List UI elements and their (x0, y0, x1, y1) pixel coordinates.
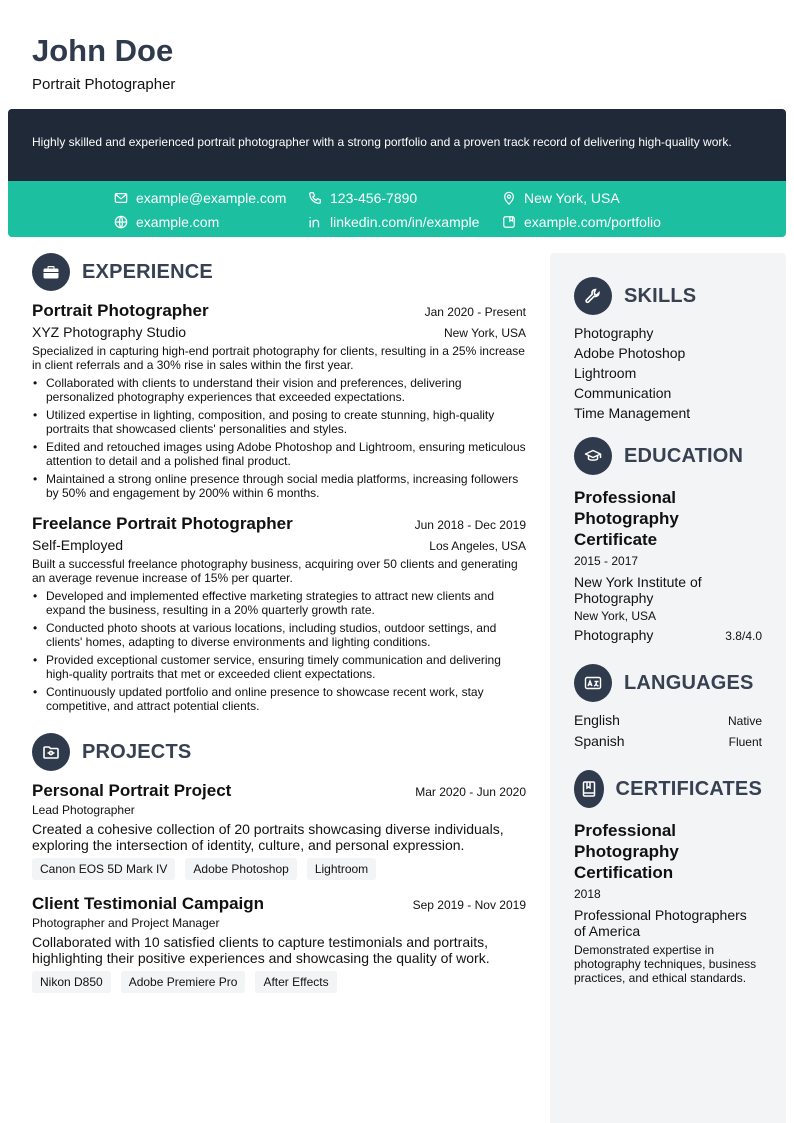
location-text: New York, USA (524, 190, 620, 206)
skill-item: Adobe Photoshop (574, 345, 686, 361)
skills-section (550, 253, 786, 423)
contact-website[interactable] (114, 214, 219, 230)
job-title: Freelance Portrait Photographer (32, 514, 293, 533)
certificate-issuer: Professional Photographers of America (574, 907, 747, 939)
languages-section-header (574, 664, 762, 702)
contact-location (502, 190, 620, 206)
skill-item: Photography (574, 325, 654, 341)
email-text: example@example.com (136, 190, 287, 206)
summary-banner (8, 109, 786, 181)
skill-item: Communication (574, 385, 672, 401)
skill-item: Time Management (574, 405, 691, 421)
skills-section-header (574, 277, 762, 315)
job-bullet: • Continuously updated portfolio and online presence to showcase recent work, stay competitive, and attract potential clients. (32, 685, 526, 713)
phone-text: 123-456-7890 (330, 190, 418, 206)
project-description: Created a cohesive collection of 20 portraits showcasing diverse individuals, exploring the intersection of identity, culture, and personal expression. (32, 821, 504, 853)
job-company: Self-Employed (32, 537, 124, 553)
project-entry (32, 781, 526, 880)
contact-email[interactable] (114, 190, 286, 206)
job-bullet: • Provided exceptional customer service, ensuring timely communication and delivering high-quality portraits that met or exceeded client expectations. (32, 653, 526, 681)
linkedin-text: linkedin.com/in/example (330, 214, 480, 230)
skill-item: Lightroom (574, 365, 637, 381)
job-bullet: • Maintained a strong online presence through social media platforms, increasing followers by 50% and engagement by 200% within 6 months. (32, 472, 526, 500)
summary-text: Highly skilled and experienced portrait photographer with a strong portfolio and a proven track record of delivering high-quality work. (32, 135, 732, 149)
certificates-section (550, 770, 786, 985)
job-entry (32, 514, 526, 713)
project-tag: Adobe Photoshop (185, 858, 296, 880)
job-company: XYZ Photography Studio (32, 324, 187, 340)
project-title: Client Testimonial Campaign (32, 894, 265, 913)
contact-phone[interactable] (308, 190, 417, 206)
project-tags (32, 971, 526, 993)
certificate-description: Demonstrated expertise in photography techniques, business practices, and ethical standards. (574, 943, 757, 985)
project-dates: Mar 2020 - Jun 2020 (415, 785, 526, 799)
job-location: New York, USA (443, 326, 526, 340)
job-bullets (32, 376, 526, 500)
project-tag: After Effects (255, 971, 336, 993)
candidate-name: John Doe (32, 33, 174, 68)
main-column (32, 253, 526, 993)
job-bullet: • Conducted photo shoots at various locations, including studios, outdoor settings, and clients' homes, adapting to diverse environments and lighting conditions. (32, 621, 526, 649)
linkedin-icon (308, 215, 322, 229)
job-dates: Jan 2020 - Present (424, 305, 526, 319)
project-dates: Sep 2019 - Nov 2019 (412, 898, 526, 912)
education-gpa: 3.8/4.0 (725, 629, 762, 643)
certificate-year: 2018 (574, 887, 601, 901)
job-dates: Jun 2018 - Dec 2019 (414, 518, 526, 532)
project-description: Collaborated with 10 satisfied clients to capture testimonials and portraits, highlighting their positive experiences and showcasing the quality of work. (32, 934, 490, 966)
briefcase-icon (32, 253, 70, 291)
language-name: Spanish (574, 733, 625, 749)
education-field: Photography (574, 627, 654, 643)
certificate-book-icon (574, 770, 604, 808)
folder-icon (32, 733, 70, 771)
globe-icon (114, 215, 128, 229)
projects-heading: PROJECTS (82, 740, 192, 763)
job-bullets (32, 589, 526, 713)
location-pin-icon (502, 191, 516, 205)
languages-list (574, 710, 762, 752)
project-entry (32, 894, 526, 993)
project-tags (32, 858, 526, 880)
language-level: Fluent (728, 735, 762, 749)
graduation-cap-icon (574, 437, 612, 475)
phone-icon (308, 191, 322, 205)
portfolio-text: example.com/portfolio (524, 214, 661, 230)
experience-heading: EXPERIENCE (82, 260, 213, 283)
portfolio-icon (502, 215, 516, 229)
project-role: Lead Photographer (32, 803, 135, 817)
languages-heading: LANGUAGES (624, 671, 754, 694)
education-section (550, 437, 786, 646)
job-bullet: • Developed and implemented effective marketing strategies to attract new clients and expand the business, resulting in a 20% quarterly growth rate. (32, 589, 526, 617)
education-heading: EDUCATION (624, 444, 744, 467)
experience-section-header (32, 253, 526, 291)
project-tag: Nikon D850 (32, 971, 111, 993)
education-degree: Professional Photography Certificate (574, 488, 679, 549)
project-title: Personal Portrait Project (32, 781, 232, 800)
contact-linkedin[interactable] (308, 214, 479, 230)
job-description: Specialized in capturing high-end portrait photography for clients, resulting in a 25% increase in client referrals and a 30% rise in sales within the first year. (32, 344, 525, 372)
education-years: 2015 - 2017 (574, 554, 639, 568)
certificates-heading: CERTIFICATES (615, 777, 762, 800)
job-bullet: • Edited and retouched images using Adobe Photoshop and Lightroom, ensuring meticulous attention to detail and a polished final product. (32, 440, 526, 468)
contact-portfolio[interactable] (502, 214, 661, 230)
project-role: Photographer and Project Manager (32, 916, 220, 930)
job-entry (32, 301, 526, 500)
mail-icon (114, 191, 128, 205)
resume-header (32, 32, 175, 93)
project-tag: Lightroom (307, 858, 376, 880)
job-bullet: • Collaborated with clients to understand their vision and preferences, delivering personalized photography experiences that exceeded expectations. (32, 376, 526, 404)
projects-section-header (32, 733, 526, 771)
certificates-section-header (574, 770, 762, 808)
sidebar (550, 253, 786, 1123)
certificate-title: Professional Photography Certification (574, 821, 679, 882)
website-text: example.com (136, 214, 220, 230)
project-tag: Adobe Premiere Pro (121, 971, 246, 993)
education-school: New York Institute of Photography (574, 574, 702, 606)
language-item (574, 731, 762, 752)
project-tag: Canon EOS 5D Mark IV (32, 858, 175, 880)
languages-section (550, 664, 786, 752)
job-description: Built a successful freelance photography business, acquiring over 50 clients and generating an average revenue increase of 15% per quarter. (32, 557, 518, 585)
job-title: Portrait Photographer (32, 301, 209, 320)
skills-list (574, 323, 762, 423)
translate-icon (574, 664, 612, 702)
skills-heading: SKILLS (624, 284, 697, 307)
job-bullet: • Utilized expertise in lighting, composition, and posing to create stunning, high-quality portraits that showcased clients' personalities and styles. (32, 408, 526, 436)
education-section-header (574, 437, 762, 475)
education-location: New York, USA (574, 609, 657, 623)
job-location: Los Angeles, USA (429, 539, 526, 553)
contact-bar (8, 181, 786, 237)
candidate-title: Portrait Photographer (32, 76, 176, 93)
language-level: Native (727, 714, 762, 728)
language-item (574, 710, 762, 731)
language-name: English (574, 712, 620, 728)
wrench-icon (574, 277, 612, 315)
